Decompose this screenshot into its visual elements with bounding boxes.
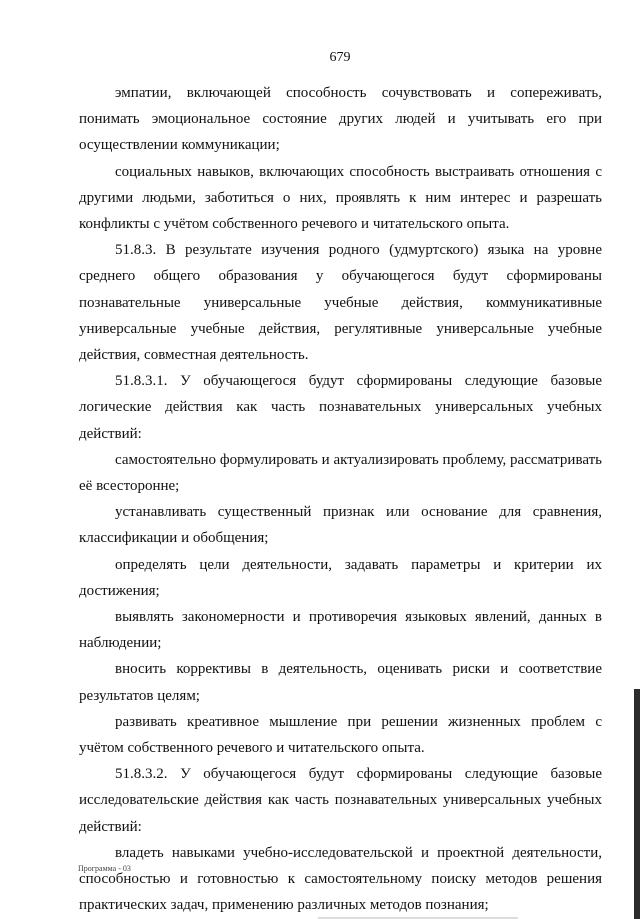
list-item-comparison-basis: устанавливать существенный признак или основание для сравнения, классификации и обобщения; bbox=[79, 504, 602, 547]
footer-note: Программа - 03 bbox=[78, 864, 131, 873]
scan-edge-mark bbox=[634, 689, 640, 919]
page-number: 679 bbox=[329, 50, 351, 65]
list-item-corrections: вносить коррективы в деятельность, оценивать риски и соответствие результатов целям; bbox=[79, 661, 602, 704]
body-text bbox=[79, 80, 602, 919]
list-item-creative-thinking: развивать креативное мышление при решении жизненных проблем с учётом собственного речевого и читательского опыта. bbox=[79, 713, 602, 757]
list-item-goals: определять цели деятельности, задавать параметры и критерии их достижения; bbox=[79, 556, 602, 599]
paragraph-section-51-8-3: 51.8.3. В результате изучения родного (удмуртского) языка на уровне среднего общего образования у обучающегося будут сформированы познавательные универсальные учебные действия, коммуникативные универсальные учебные действия, регулятивные универсальные учебные действия, совместная деятельность. bbox=[79, 242, 602, 364]
paragraph-section-51-8-3-1: 51.8.3.1. У обучающегося будут сформированы следующие базовые логические действия как часть познавательных универсальных учебных действий: bbox=[79, 373, 602, 442]
list-item-patterns: выявлять закономерности и противоречия языковых явлений, данных в наблюдении; bbox=[79, 609, 602, 652]
paragraph-section-51-8-3-2: 51.8.3.2. У обучающегося будут сформированы следующие базовые исследовательские действия как часть познавательных универсальных учебных действий: bbox=[79, 766, 602, 835]
list-item-research-skills: владеть навыками учебно-исследовательской и проектной деятельности, способностью и готовностью к самостоятельному поиску методов решения практических задач, применению различных методов познания; bbox=[79, 844, 602, 914]
list-item-formulate-problem: самостоятельно формулировать и актуализировать проблему, рассматривать её всесторонне; bbox=[79, 451, 602, 495]
paragraph-social-skills: социальных навыков, включающих способность выстраивать отношения с другими людьми, заботиться о них, проявлять к ним интерес и разрешать конфликты с учётом собственного речевого и читательского опыта. bbox=[79, 163, 602, 233]
paragraph-empathy: эмпатии, включающей способность сочувствовать и сопереживать, понимать эмоциональное состояние других людей и учитывать его при осуществлении коммуникации; bbox=[79, 85, 602, 154]
